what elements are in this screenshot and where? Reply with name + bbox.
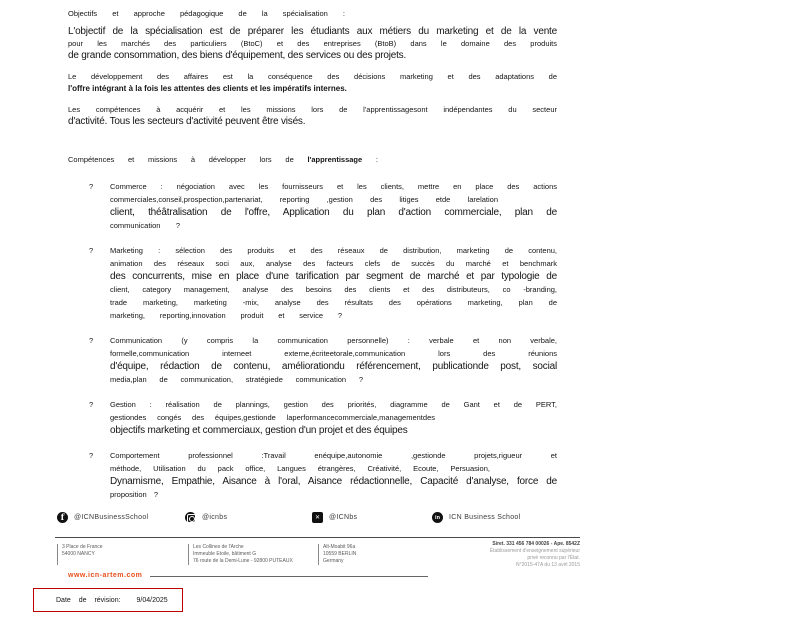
list-item-gestion [68,398,557,437]
list-item-text [110,244,557,322]
text-line: objectifs marketing et commerciaux, gestion d'un projet et des équipes [110,425,408,436]
address-line: 54000 NANCY [62,551,95,557]
text-line: client, category management, analyse des besoins des clients et des distributeurs, co -branding, [110,285,557,294]
list-item-communication [68,334,557,386]
revision-date-label: Date de révision: [56,596,121,604]
text-line: trade marketing, marketing -mix, analyse des résultats des opérations marketing, plan de [110,298,557,307]
text-line: Les compétences à acquérir et les missions lors de l'apprentissagesont indépendantes du secteur [68,105,557,114]
heading-text: : [362,155,379,164]
legal-line: Établissement d'enseignement supérieur [489,548,580,554]
bullet-glyph: ? [89,336,94,345]
document-body [68,8,557,513]
facebook-icon: f [57,512,68,523]
text-line: Dynamisme, Empathie, Aisance à l'oral, Aisance rédactionnelle, Capacité d'analyse, force de [110,476,557,487]
text-line: media,plan de communication, stratégiede communication ? [110,375,363,384]
address-line: Alt-Moabit 96a [323,544,356,550]
bullet-glyph: ? [89,246,94,255]
list-item-comportement-professionnel [68,449,557,501]
social-item [312,512,357,523]
address-line: Les Collines de l'Arche [193,544,244,550]
text-line: L'objectif de la spécialisation est de préparer les étudiants aux métiers du marketing et de la vente [68,26,557,37]
address-block [318,544,356,565]
address-line: 76 route de la Demi-Lune - 92800 PUTEAUX [193,558,293,564]
text-line: d'équipe, rédaction de contenu, améliorationdu référencement, publicationde post, social [110,361,557,372]
social-handle: @icnbs [202,514,228,521]
text-line: animation des réseaux soci aux, analyse des facteurs clefs de succès du marché et benchmark [110,259,557,268]
text-line: de grande consommation, des biens d'équipement, des services ou des projets. [68,50,407,61]
section-heading-competences [68,154,378,166]
text-line: Comportement professionnel :Travail enéquipe,autonomie ,gestionde projets,rigueur et [110,451,557,460]
address-line: Immeuble Etoile, bâtiment G [193,551,257,557]
x-icon: ✕ [312,512,323,523]
text-line: pour les marchés des particuliers (BtoC) et des entreprises (BtoB) dans le domaine des produits [68,39,557,48]
social-item [57,512,148,523]
text-line: Marketing : sélection des produits et des réseaux de distribution, marketing de contenu, [110,246,557,255]
text-line: marketing, reporting,innovation produit et service ? [110,311,342,320]
legal-line: privé reconnu par l'État. [527,555,580,561]
signature-line [150,570,428,577]
bullet-glyph: ? [89,400,94,409]
text-line: client, théâtralisation de l'offre, Application du plan d'action commerciale, plan de [110,207,557,218]
legal-line: Siret. 331 456 784 00026 - Ape. 8542Z [492,541,580,547]
revision-date-value: 9/04/2025 [136,596,168,604]
text-line: commerciales,conseil,prospection,partenariat, reporting ,gestion des litiges etde larelation [110,195,498,204]
intro-paragraphs [68,26,557,128]
text-line: des concurrents, mise en place d'une tarification par segment de marché et par typologie de [110,271,557,282]
list-item-text [110,449,557,501]
bullet-glyph: ? [89,451,94,460]
social-item [432,512,520,523]
text-line: Communication (y compris la communication personnelle) : verbale et non verbale, [110,336,557,345]
list-item-commerce [68,180,557,232]
website-link[interactable]: www.icn-artem.com [68,572,143,579]
address-line: 10559 BERLIN [323,551,357,557]
text-line: méthode, Utilisation du pack office, Langues étrangères, Créativité, Ecoute, Persuasion, [110,464,490,473]
social-media-row [0,512,800,528]
text-line: communication ? [110,221,180,230]
website-row [68,570,428,579]
footer-divider [55,537,580,538]
text-line: Le développement des affaires est la conséquence des décisions marketing et des adaptations de [68,72,557,81]
text-line: formelle,communication interneet externe,écriteetorale,communication lors des réunions [110,349,557,358]
address-line: Germany [323,558,344,564]
bullet-glyph: ? [89,182,94,191]
address-block [57,544,103,565]
list-item-text [110,334,557,386]
text-line: l'offre intégrant à la fois les attentes des clients et les impératifs internes. [68,84,347,93]
social-item [185,512,227,523]
revision-box [33,588,183,612]
address-block [188,544,293,565]
paragraph [68,71,557,95]
list-item-text [110,180,557,232]
instagram-icon [185,512,196,523]
text-line: Commerce : négociation avec les fournisseurs et les clients, mettre en place des actions [110,182,557,191]
social-handle: @ICNbs [329,514,358,521]
legal-line: N°2015-47A du 13 avril 2015 [516,562,580,568]
section-heading-objectives: Objectifs et approche pédagogique de la spécialisation : [68,9,345,18]
paragraph [68,104,557,128]
text-line: d'activité. Tous les secteurs d'activité peuvent être visés. [68,116,306,127]
list-item-marketing [68,244,557,322]
social-handle: @ICNBusinessSchool [74,514,149,521]
linkedin-icon: in [432,512,443,523]
list-item-text [110,398,557,437]
text-line: gestiondes congés des équipes,gestionde laperformancecommerciale,managementdes [110,413,435,422]
text-line: proposition ? [110,490,158,499]
social-handle: ICN Business School [449,514,521,521]
heading-text-bold: l'apprentissage [307,155,363,164]
paragraph [68,26,557,62]
address-line: 3 Place de France [62,544,103,550]
legal-notice [490,541,580,569]
text-line: Gestion : réalisation de plannings, gestion des priorités, diagramme de Gant et de PERT, [110,400,557,409]
heading-text: Compétences et missions à développer lors de [68,155,308,164]
competence-list [68,180,557,501]
